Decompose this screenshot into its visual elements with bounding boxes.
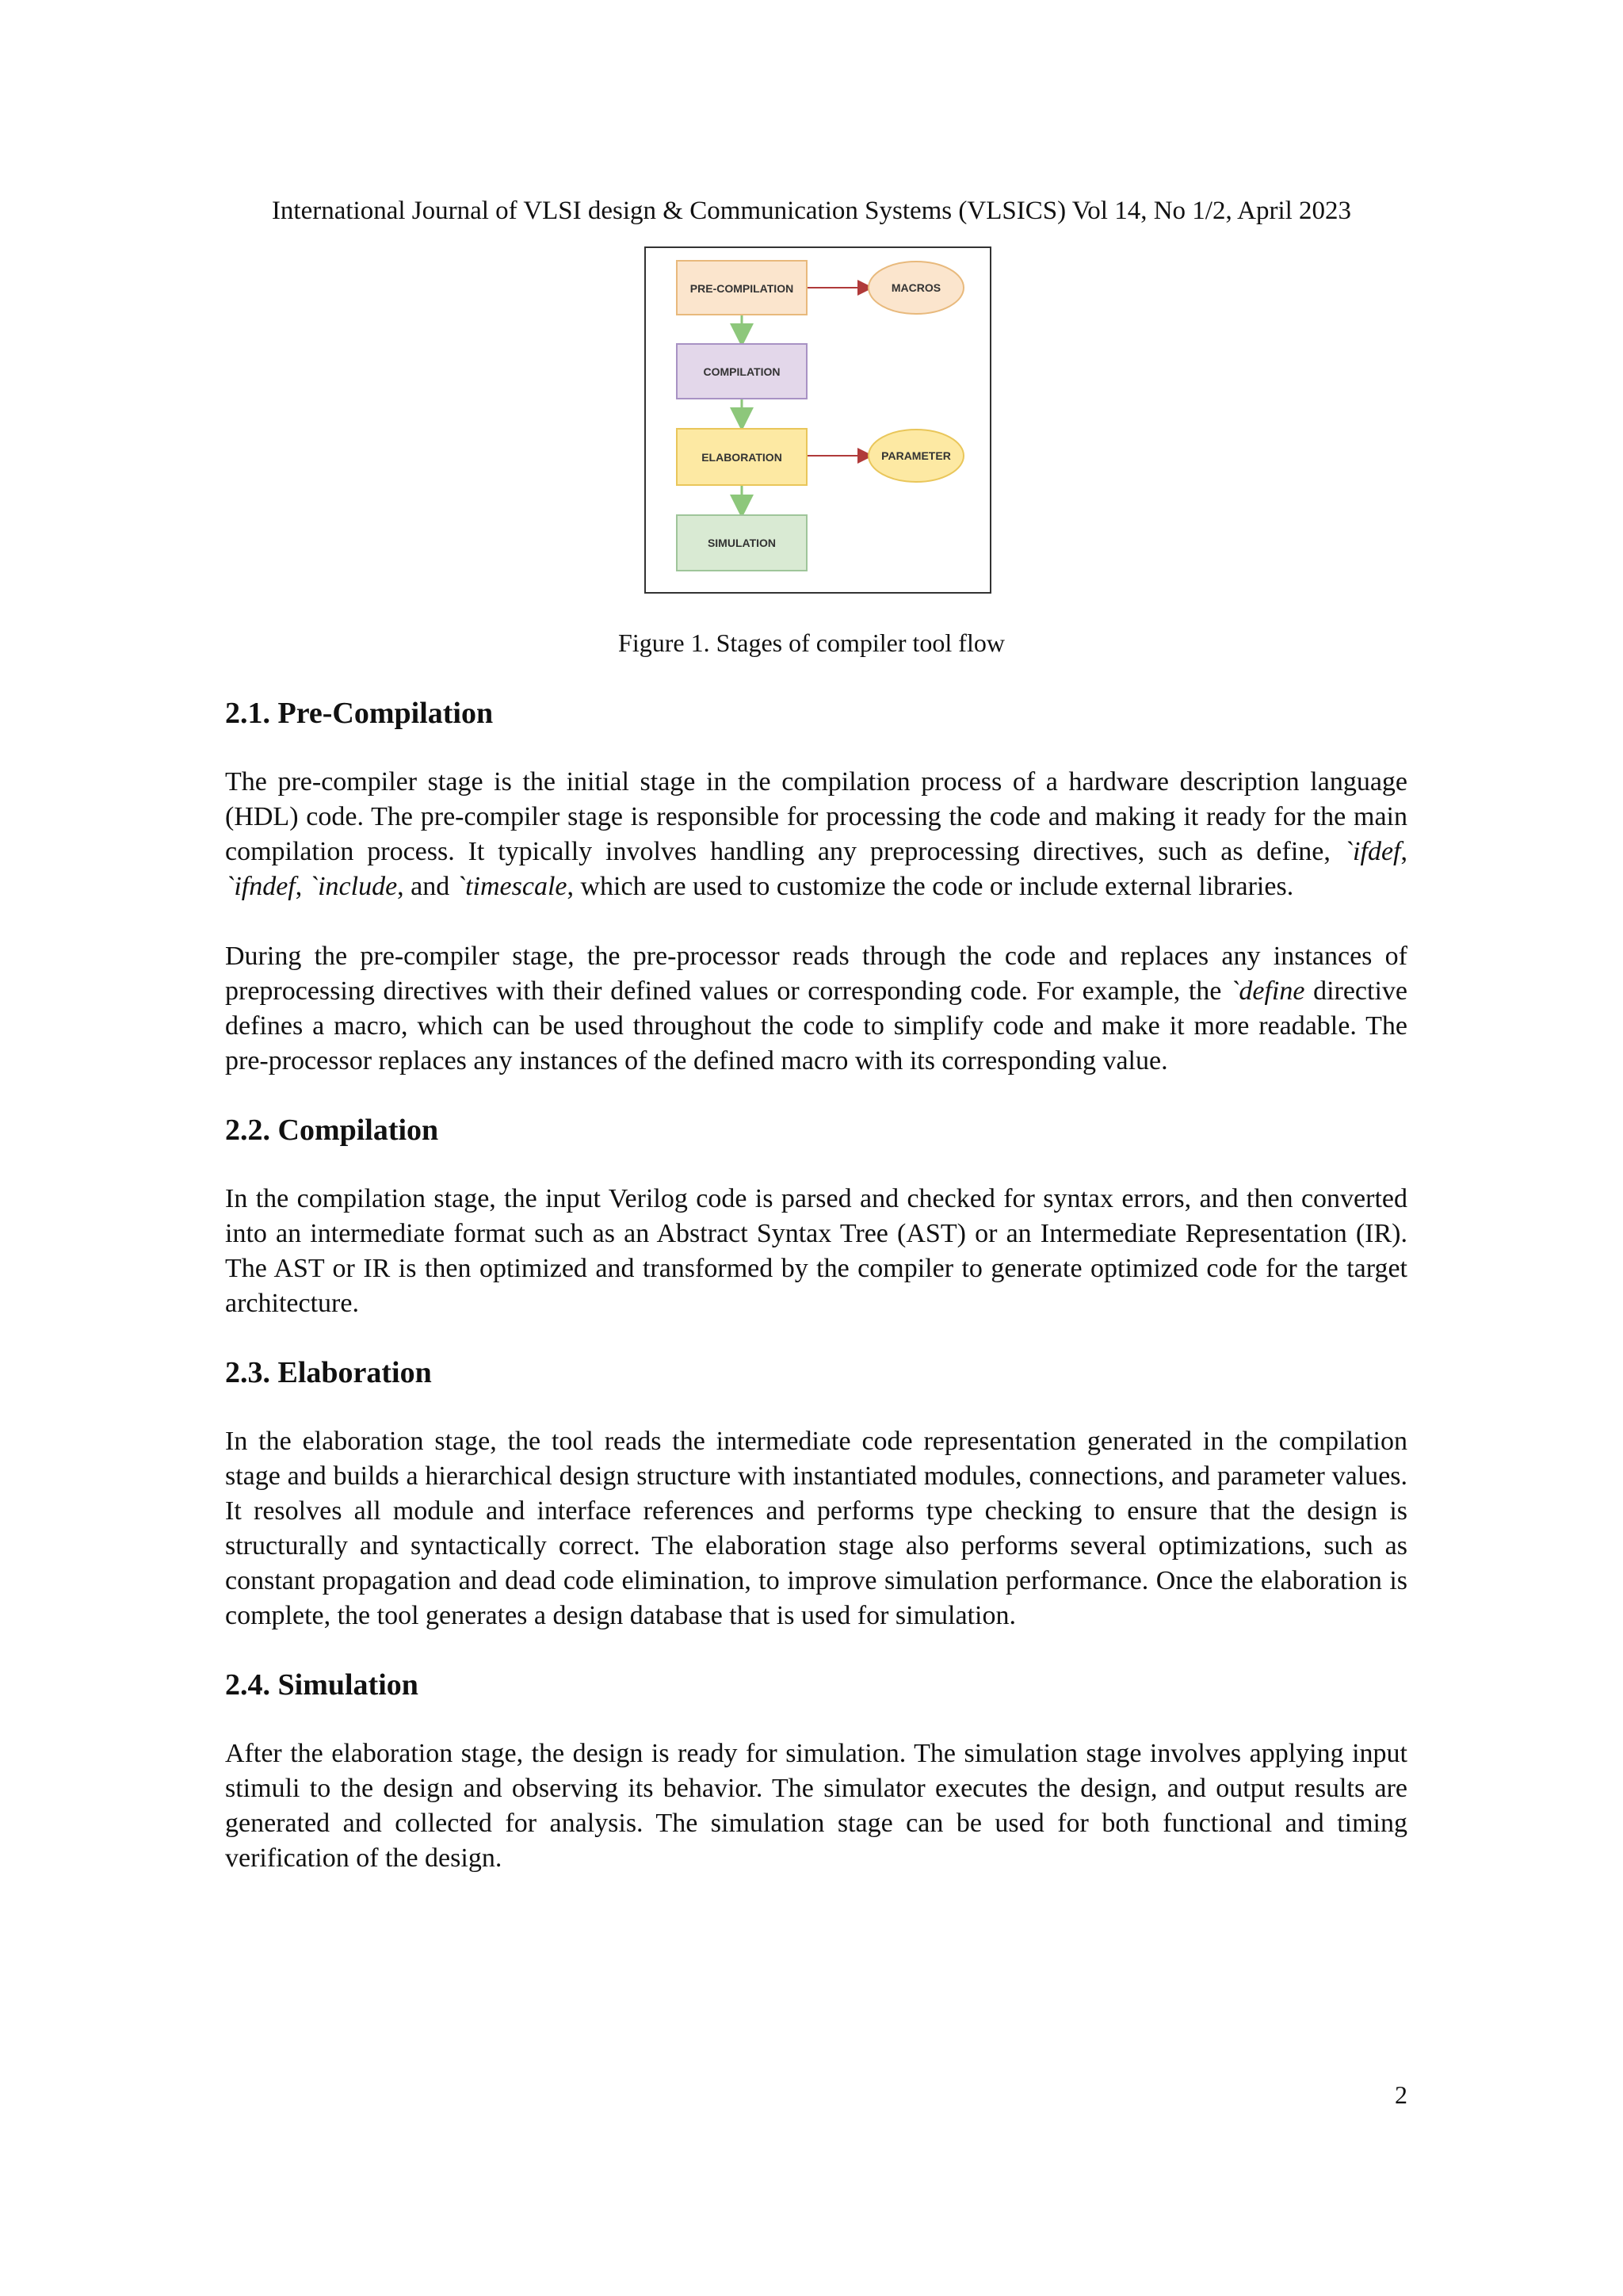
simulation-label: SIMULATION: [707, 537, 777, 549]
paragraph-precompilation-2: During the pre-compiler stage, the pre-processor reads through the code and replaces any instances of preprocessing directives with their defined values or corresponding code. For example, the `define directive defines a macro, which can be used throughout the code to simplify code and make it more readable. The pre-processor replaces any instances of the defined macro with its corresponding value.: [225, 942, 1407, 1075]
section-heading-simulation: 2.4. Simulation: [225, 1668, 418, 1702]
paragraph-compilation: In the compilation stage, the input Verilog code is parsed and checked for syntax errors, and then converted into an intermediate format such as an Abstract Syntax Tree (AST) or an Intermediate Representation (IR). The AST or IR is then optimized and transformed by the compiler to generate optimized code for the target architecture.: [225, 1184, 1407, 1318]
parameter-label: PARAMETER: [881, 449, 951, 462]
paper-body: [225, 693, 1407, 1876]
paragraph-simulation: After the elaboration stage, the design is ready for simulation. The simulation stage involves applying input stimuli to the design and observing its behavior. The simulator executes the design, and output results are generated and collected for analysis. The simulation stage can be used for both functional and timing verification of the design.: [225, 1739, 1407, 1873]
elaboration-label: ELABORATION: [701, 451, 782, 464]
macros-label: MACROS: [891, 281, 941, 294]
section-heading-compilation: 2.2. Compilation: [225, 1114, 439, 1147]
paragraph-precompilation-1: The pre-compiler stage is the initial stage in the compilation process of a hardware description language (HDL) code. The pre-compiler stage is responsible for processing the code and making it ready for the main compilation process. It typically involves handling any preprocessing directives, such as define, `ifdef, `ifndef, `include, and `timescale, which are used to customize the code or include external libraries.: [225, 767, 1407, 901]
page-number: 2: [1395, 2080, 1407, 2109]
compiler-flow-diagram: [646, 248, 990, 592]
journal-header: International Journal of VLSI design & Communication Systems (VLSICS) Vol 14, No 1/2, April 2023: [271, 197, 1352, 225]
paragraph-elaboration: In the elaboration stage, the tool reads the intermediate code representation generated in the compilation stage and builds a hierarchical design structure with instantiated modules, connections, and parameter values. It resolves all module and interface references and performs type checking to ensure that the design is structurally and syntactically correct. The elaboration stage also performs several optimizations, such as constant propagation and dead code elimination, to improve simulation performance. Once the elaboration is complete, the tool generates a design database that is used for simulation.: [225, 1427, 1407, 1630]
compilation-label: COMPILATION: [703, 365, 781, 378]
figure-caption: Figure 1. Stages of compiler tool flow: [618, 628, 1005, 657]
compiler-flow-figure: [644, 246, 991, 594]
section-heading-precompilation: 2.1. Pre-Compilation: [225, 697, 494, 730]
precompilation-label: PRE-COMPILATION: [689, 282, 794, 295]
section-heading-elaboration: 2.3. Elaboration: [225, 1356, 432, 1389]
